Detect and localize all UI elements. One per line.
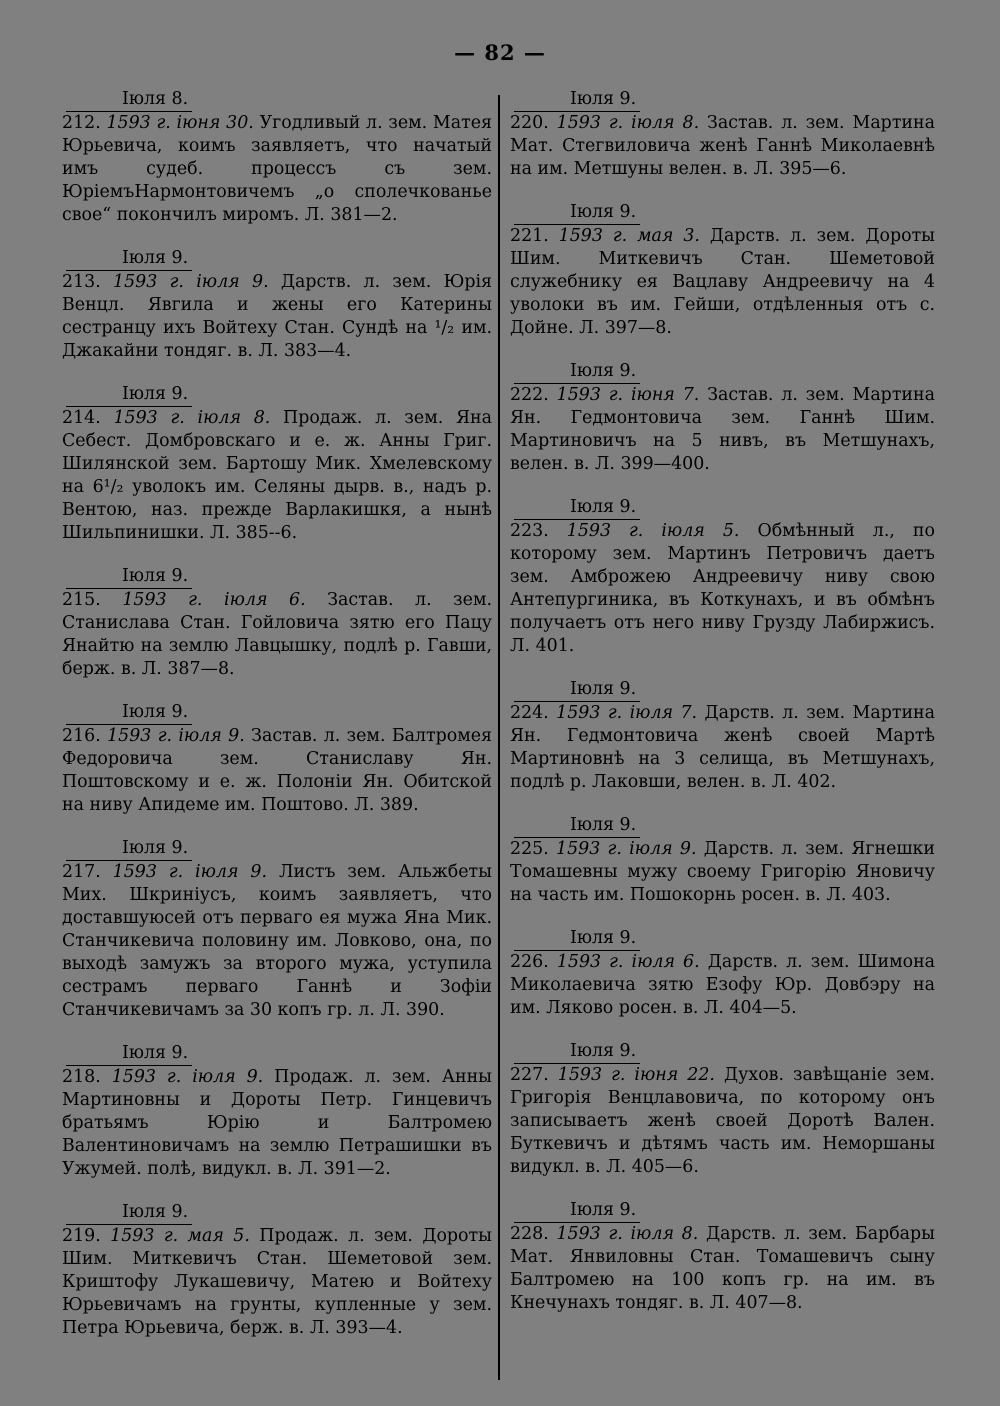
- entry-body: Обмѣнный л., по которому зем. Мартинъ Петровичъ даетъ зем. Амброжею Андреевичу ниву свою Антепургиника, въ Коткунахъ, и въ обмѣнъ получаетъ отъ него ниву Груздy Лабиржисъ. Л. 401.: [510, 521, 935, 656]
- entry-text: [510, 384, 935, 476]
- entry-body: Дарств. л. зем. Ягнешки Томашевны мужу своему Григорію Яновичу на часть им. Пошокорнь росен. в. Л. 403.: [510, 839, 935, 905]
- entry-body: Продаж. л. зем. Яна Себест. Домбровскаго и е. ж. Анны Григ. Шилянской зем. Бартошу Мик. Хмелевскому на 6¹/₂ уволокъ им. Селяны дырв. в., надъ р. Вентою, наз. прежде Варлакишкя, а нынѣ Шильпинишки. Л. 385--6.: [62, 408, 493, 543]
- entry-text: [62, 725, 492, 817]
- entry-text: [62, 589, 492, 681]
- entry-reference-date: 1593 г. іюля 9.: [111, 1067, 264, 1087]
- register-entry: [510, 678, 935, 794]
- entry-body: Угодливый л. зем. Матея Юрьевича, коимъ заявляетъ, что начатый имъ судеб. процессъ съ зем. ЮріемъНармонтовичемъ „о сполечкованье свое“ покончилъ миромъ. Л. 381—2.: [62, 113, 492, 225]
- entry-reference-date: 1593 г. іюня 7.: [556, 385, 700, 405]
- entry-body: Дарств. л. зем. Дороты Шим. Миткевичъ Стан. Шеметовой служебнику ея Вацлаву Андреевичу на 4 уволоки въ им. Гейши, отдѣленныя отъ с. Дойне. Л. 397—8.: [510, 226, 936, 338]
- entry-number: 215.: [62, 590, 101, 610]
- entry-reference-date: 1593 г. іюля 9.: [556, 839, 697, 859]
- entry-date: Іюля 9.: [514, 1040, 640, 1064]
- entry-date: Іюля 8.: [66, 88, 192, 112]
- register-entry: [62, 1042, 492, 1181]
- register-entry: [510, 1199, 935, 1315]
- entry-number: 213.: [62, 272, 101, 292]
- entry-number: 221.: [510, 226, 549, 246]
- entry-text: [510, 702, 935, 794]
- entry-reference-date: 1593 г. мая 5.: [110, 1226, 250, 1246]
- entry-date: Іюля 9.: [514, 496, 640, 520]
- entry-number: 226.: [510, 952, 549, 972]
- entry-reference-date: 1593 г. іюля 6.: [556, 952, 700, 972]
- entry-date: Іюля 9.: [514, 678, 640, 702]
- column-divider: [498, 95, 500, 1380]
- entry-date: Іюля 9.: [514, 201, 640, 225]
- register-entry: [62, 247, 492, 363]
- entry-number: 220.: [510, 113, 549, 133]
- entry-date: Іюля 9.: [514, 88, 640, 112]
- entry-text: [510, 112, 935, 181]
- register-entry: [62, 837, 492, 1022]
- register-entry: [510, 88, 935, 181]
- register-entry: [510, 1040, 935, 1179]
- entry-reference-date: 1593 г. іюля 9.: [112, 862, 268, 882]
- entry-reference-date: 1593 г. іюля 7.: [556, 703, 698, 723]
- register-entry: [510, 360, 935, 476]
- entry-date: Іюля 9.: [514, 360, 640, 384]
- entry-body: Духов. завѣщаніе зем. Григорія Венцлавовича, по которому онъ записываетъ женѣ своей Доротѣ Вален. Буткевичъ и дѣтямъ часть им. Неморшаны видукл. в. Л. 405—6.: [510, 1065, 935, 1177]
- left-column: [62, 88, 492, 1360]
- entry-number: 212.: [62, 113, 101, 133]
- entry-body: Застав. л. зем. Станислава Стан. Гойловича зятю его Пацу Янайтю на землю Лавцышку, подлѣ р. Гавши, берж. в. Л. 387—8.: [62, 590, 493, 679]
- entry-number: 227.: [510, 1065, 549, 1085]
- entry-text: [62, 861, 492, 1022]
- entry-reference-date: 1593 г. іюля 9.: [113, 272, 269, 292]
- register-entry: [62, 565, 492, 681]
- entry-reference-date: 1593 г. іюля 8.: [556, 113, 700, 133]
- entry-reference-date: 1593 г. іюня 30.: [106, 113, 254, 133]
- entry-reference-date: 1593 г. мая 3.: [558, 226, 700, 246]
- entry-number: 228.: [510, 1224, 549, 1244]
- entry-text: [510, 951, 935, 1020]
- entry-body: Застав. л. зем. Мартина Мат. Стегвиловича женѣ Ганнѣ Миколаевнѣ на им. Метшуны велен. в. Л. 395—6.: [510, 113, 935, 179]
- entry-body: Застав. л. зем. Мартина Ян. Гедмонтовича зем. Ганнѣ Шим. Мартиновичъ на 5 нивъ, въ Метшунахъ, велен. в. Л. 399—400.: [510, 385, 935, 474]
- entry-date: Іюля 9.: [66, 565, 192, 589]
- entry-date: Іюля 9.: [66, 247, 192, 271]
- entry-date: Іюля 9.: [514, 1199, 640, 1223]
- entry-number: 217.: [62, 862, 101, 882]
- entry-text: [62, 1066, 492, 1181]
- entry-number: 219.: [62, 1226, 101, 1246]
- entry-body: Продаж. л. зем. Анны Мартиновны и Дороты Петр. Гинцевичъ братьямъ Юрію и Балтромею Валентиновичамъ на землю Петрашишки въ Ужумей. полѣ, видукл. в. Л. 391—2.: [62, 1067, 493, 1179]
- entry-number: 224.: [510, 703, 549, 723]
- register-entry: [62, 88, 492, 227]
- entry-reference-date: 1593 г. іюля 5.: [566, 521, 740, 541]
- entry-body: Продаж. л. зем. Дороты Шим. Миткевичъ Стан. Шеметовой зем. Криштофу Лукашевичу, Матею и Войтеху Юрьевичамъ на грунты, купленные у зем. Петра Юрьевича, берж. в. Л. 393—4.: [62, 1226, 492, 1338]
- register-entry: [510, 201, 935, 340]
- entry-date: Іюля 9.: [66, 1042, 192, 1066]
- entry-reference-date: 1593 г. іюня 22.: [557, 1065, 715, 1085]
- entry-body: Дарств. л. зем. Мартина Ян. Гедмонтовича женѣ своей Мартѣ Мартиновнѣ на 3 селища, въ Метшунахъ, подлѣ р. Лаковши, велен. в. Л. 402.: [510, 703, 935, 792]
- entry-reference-date: 1593 г. іюля 6.: [122, 590, 306, 610]
- page-number: — 82 —: [454, 40, 546, 65]
- entry-text: [62, 407, 492, 545]
- entry-body: Дарств. л. зем. Юрія Венцл. Явгила и жены его Катерины сестранцу ихъ Войтеху Стан. Сундѣ на ¹/₂ им. Джакайни тондяг. в. Л. 383—4.: [62, 272, 492, 361]
- entry-text: [510, 225, 935, 340]
- entry-body: Дарств. л. зем. Барбары Мат. Янвиловны Стан. Томашевичъ сыну Балтромею на 100 копъ гр. на им. въ Кнечунахъ тондяг. в. Л. 407—8.: [510, 1224, 936, 1313]
- register-entry: [62, 701, 492, 817]
- entry-number: 214.: [62, 408, 101, 428]
- entry-date: Іюля 9.: [66, 1201, 192, 1225]
- register-entry: [510, 927, 935, 1020]
- register-entry: [62, 383, 492, 545]
- entry-text: [62, 271, 492, 363]
- entry-number: 216.: [62, 726, 101, 746]
- entry-body: Листъ зем. Альжбеты Мих. Шкриніусъ, коимъ заявляетъ, что доставшуюсей отъ перваго ея мужа Яна Мик. Станчикевича половину им. Ловково, она, по выходѣ замужъ за второго мужа, уступила сестрамъ перваго Ганнѣ и Зофіи Станчикевичамъ за 30 копъ гр. л. Л. 390.: [62, 862, 493, 1020]
- entry-number: 225.: [510, 839, 549, 859]
- register-entry: [510, 496, 935, 658]
- entry-reference-date: 1593 г. іюля 8.: [556, 1224, 699, 1244]
- entry-text: [62, 1225, 492, 1340]
- entry-date: Іюля 9.: [514, 927, 640, 951]
- register-entry: [62, 1201, 492, 1340]
- entry-text: [510, 520, 935, 658]
- entry-number: 222.: [510, 385, 549, 405]
- entry-text: [510, 1064, 935, 1179]
- entry-date: Іюля 9.: [66, 701, 192, 725]
- register-entry: [510, 814, 935, 907]
- entry-body: Дарств. л. зем. Шимона Миколаевича зятю Езофу Юр. Довбэру на им. Ляково росен. в. Л. 404—5.: [510, 952, 936, 1018]
- entry-reference-date: 1593 г. іюля 8.: [113, 408, 271, 428]
- entry-date: Іюля 9.: [66, 383, 192, 407]
- entry-number: 223.: [510, 521, 549, 541]
- entry-text: [62, 112, 492, 227]
- entry-body: Застав. л. зем. Балтромея Федоровича зем. Станиславу Ян. Поштовскому и е. ж. Полоніи Ян. Обитской на ниву Апидеме им. Поштово. Л. 389.: [62, 726, 493, 815]
- entry-reference-date: 1593 г. іюля 9.: [107, 726, 245, 746]
- entry-date: Іюля 9.: [514, 814, 640, 838]
- entry-number: 218.: [62, 1067, 101, 1087]
- entry-text: [510, 838, 935, 907]
- entry-text: [510, 1223, 935, 1315]
- right-column: [510, 88, 935, 1335]
- entry-date: Іюля 9.: [66, 837, 192, 861]
